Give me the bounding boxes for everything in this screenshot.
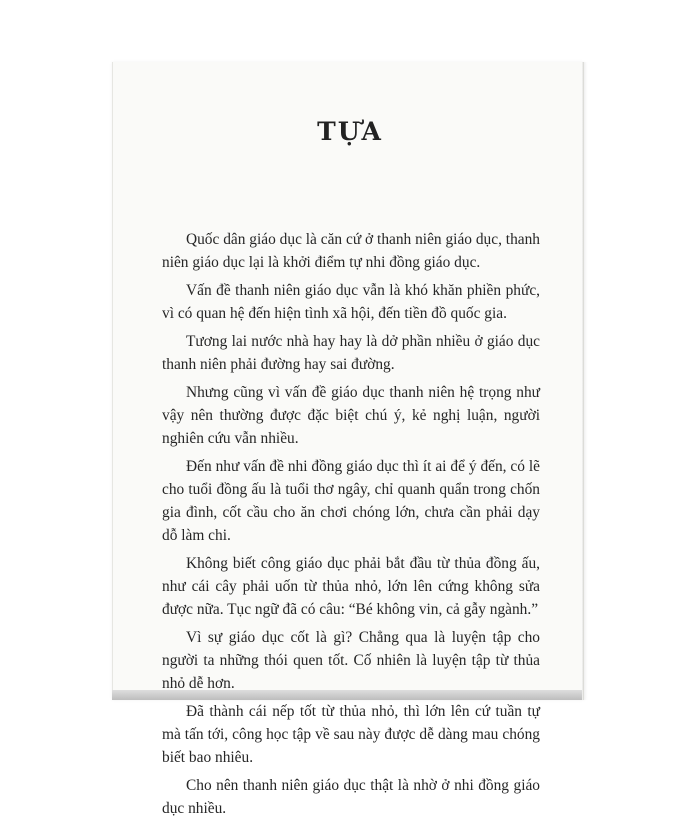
paragraph: Quốc dân giáo dục là căn cứ ở thanh niên giáo dục, thanh niên giáo dục lại là khởi điểm tự nhi đồng giáo dục. — [162, 231, 540, 271]
paragraph: Không biết công giáo dục phải bắt đầu từ thủa đồng ấu, như cái cây phải uốn từ thủa nhỏ, lớn lên cứng không sửa được nữa. Tục ngữ đã có câu: “Bé không vin, cả gẫy ngành.” — [162, 555, 540, 618]
paragraph: Cho nên thanh niên giáo dục thật là nhờ ở nhi đồng giáo dục nhiều. — [162, 777, 540, 817]
paragraph: Tương lai nước nhà hay hay là dở phần nhiều ở giáo dục thanh niên phải đường hay sai đường. — [162, 333, 540, 373]
chapter-body — [162, 228, 540, 825]
paragraph: Đến như vấn đề nhi đồng giáo dục thì ít ai để ý đến, có lẽ cho tuổi đồng ấu là tuổi thơ ngây, chỉ quanh quẩn trong chốn gia đình, cốt cầu cho ăn chơi chóng lớn, chưa cần phải dạy dỗ làm chi. — [162, 458, 540, 544]
paragraph: Vấn đề thanh niên giáo dục vẫn là khó khăn phiền phức, vì có quan hệ đến hiện tình xã hội, đến tiền đồ quốc gia. — [162, 282, 540, 322]
paragraph: Vì sự giáo dục cốt là gì? Chẳng qua là luyện tập cho người ta những thói quen tốt. Cố nhiên là luyện tập từ thủa nhỏ dễ hơn. — [162, 629, 540, 692]
page-edge-shadow — [582, 62, 588, 700]
chapter-title: TỰA — [317, 117, 383, 146]
paragraph: Đã thành cái nếp tốt từ thủa nhỏ, thì lớn lên cứ tuần tự mà tấn tới, công học tập về sau này được dễ dàng mau chóng biết bao nhiêu. — [162, 703, 540, 766]
paragraph: Nhưng cũng vì vấn đề giáo dục thanh niên hệ trọng như vậy nên thường được đặc biệt chú ý, kẻ nghị luận, người nghiên cứu vẫn nhiều. — [162, 384, 540, 447]
